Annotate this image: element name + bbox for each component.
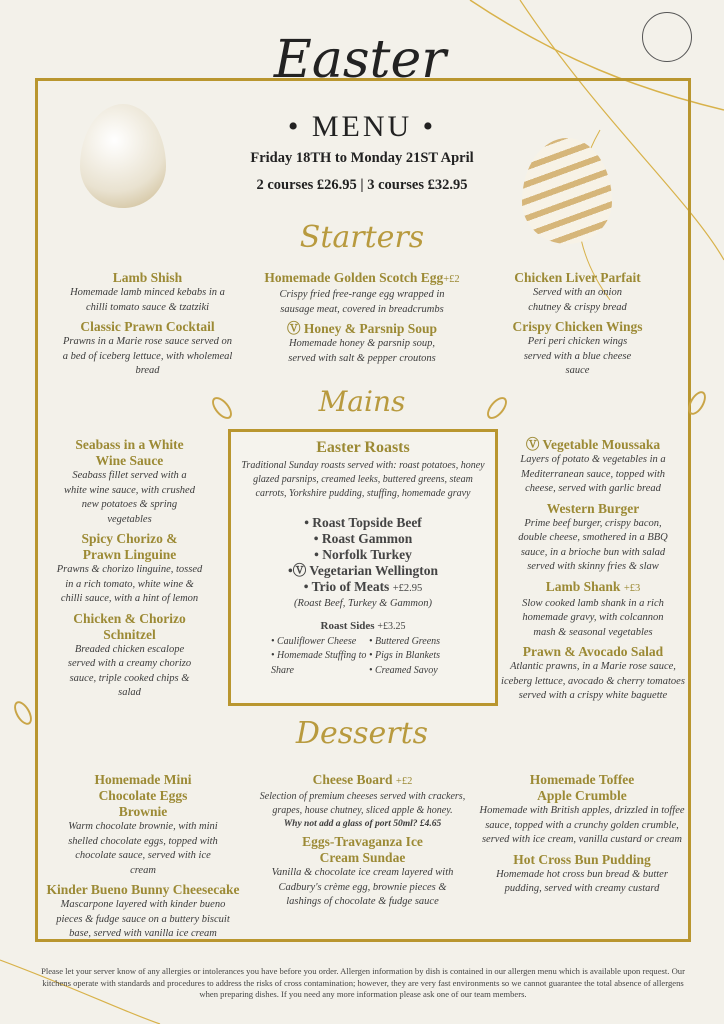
- item-price: +£2: [395, 776, 413, 787]
- item-name: Seabass in a White Wine Sauce: [75, 437, 184, 468]
- item-name: Hot Cross Bun Pudding: [513, 851, 651, 867]
- item-price: +£2.95: [392, 583, 423, 594]
- item-desc: Prime beef burger, crispy bacon, double cheese, smothered in a BBQ sauce, in a brioche bun with salad served with skinny fries & slaw: [518, 517, 668, 572]
- menu-item: [60, 270, 235, 315]
- item-name: Homemade Golden Scotch Egg: [264, 270, 444, 285]
- roast-item: • Norfolk Turkey: [314, 547, 412, 562]
- side-item: • Creamed Savoy: [369, 664, 438, 676]
- item-desc: Selection of premium cheeses served with crackers, grapes, house chutney, sliced apple & honey.: [259, 791, 466, 816]
- menu-subtitle: • MENU •: [287, 110, 437, 143]
- item-desc: Homemade hot cross bun bread & butter pudding, served with creamy custard: [496, 868, 668, 894]
- roast-item: • Trio of Meats: [303, 579, 390, 594]
- item-name: Crispy Chicken Wings: [512, 319, 643, 334]
- roast-sides-list: [231, 635, 495, 679]
- starters-right-column: [500, 270, 655, 383]
- item-name: Cheese Board: [312, 772, 393, 787]
- course-prices: 2 courses £26.95 | 3 courses £32.95: [256, 177, 468, 193]
- item-desc: Prawns & chorizo linguine, tossed in a rich tomato, white wine & chilli sauce, with a hint of lemon: [56, 564, 203, 604]
- port-note: Why not add a glass of port 50ml? £4.65: [283, 819, 442, 829]
- item-desc: Served with an onion chutney & crispy bread: [528, 287, 627, 313]
- side-item: • Buttered Greens: [369, 635, 441, 647]
- item-name: Kinder Bueno Bunny Cheesecake: [46, 882, 240, 897]
- section-mains: Mains: [318, 385, 406, 418]
- item-desc: Mascarpone layered with kinder bueno pieces & fudge sauce on a buttery biscuit base, served with vanilla ice cream: [56, 899, 230, 939]
- item-desc: Slow cooked lamb shank in a rich homemade gravy, with colcannon mash & seasonal vegetables: [522, 597, 664, 638]
- item-desc: Warm chocolate brownie, with mini shelled chocolate eggs, topped with chocolate sauce, served with ice cream: [68, 821, 218, 876]
- item-name: Homemade Toffee Apple Crumble: [529, 772, 635, 803]
- menu-item: [500, 319, 655, 379]
- easter-roasts-box: [228, 429, 498, 706]
- menu-item: [38, 882, 248, 942]
- roasts-desc: Traditional Sunday roasts served with: roast potatoes, honey glazed parsnips, creamed leeks, buttered greens, steam carrots, Yorkshire pudding, stuffing, homemade gravy: [241, 460, 485, 499]
- menu-title: Easter: [273, 30, 447, 90]
- menu-item: [62, 611, 197, 701]
- item-price: +£3: [623, 582, 641, 594]
- logo-icon: [642, 12, 692, 62]
- item-desc: Crispy fried free-range egg wrapped in sausage meat, covered in breadcrumbs: [279, 289, 445, 315]
- item-price: +£3.25: [377, 620, 406, 632]
- item-desc: Layers of potato & vegetables in a Mediterranean sauce, topped with cheese, served with garlic bread: [520, 454, 666, 494]
- menu-item: [503, 437, 683, 497]
- item-desc: Prawns in a Marie rose sauce served on a bed of iceberg lettuce, with wholemeal bread: [62, 336, 233, 376]
- item-name: Chicken & Chorizo Schnitzel: [73, 610, 186, 642]
- section-desserts: Desserts: [295, 716, 429, 751]
- item-name: Lamb Shish: [112, 270, 183, 285]
- item-name: Prawn & Avocado Salad: [522, 644, 664, 659]
- item-desc: Breaded chicken escalope served with a creamy chorizo sauce, triple cooked chips & salad: [67, 643, 192, 698]
- item-name: Lamb Shank: [545, 578, 621, 594]
- menu-item: [60, 319, 235, 379]
- roasts-list: [231, 515, 495, 612]
- item-name: Classic Prawn Cocktail: [80, 319, 215, 334]
- trio-note: (Roast Beef, Turkey & Gammon): [294, 598, 432, 609]
- menu-item: [500, 270, 655, 315]
- roast-item: • Roast Gammon: [313, 531, 413, 546]
- roast-item: •Ⓥ Vegetarian Wellington: [288, 563, 438, 578]
- allergen-notice: Please let your server know of any allergies or intolerances you have before you order. Allergen information by dish is contained in our allergen menu which is available upon request. Our kitchens operate with standards and procedures to address the risks of cross contamination; however, they are very fast environments so we cannot guarantee the total absence of allergens when preparing dishes. If you need any more information please ask one of our team members.: [41, 966, 685, 999]
- item-desc: Homemade honey & parsnip soup, served with salt & pepper croutons: [288, 338, 436, 364]
- menu-item: [250, 772, 475, 830]
- menu-item: [503, 579, 683, 641]
- mains-right-column: [503, 437, 683, 708]
- item-name: Eggs-Travaganza Ice Cream Sundae: [302, 834, 423, 865]
- item-name: Western Burger: [546, 500, 640, 516]
- desserts-right-column: [477, 772, 687, 901]
- desserts-center-column: [250, 772, 475, 914]
- item-name: Chicken Liver Parfait: [514, 270, 641, 285]
- menu-item: [248, 321, 476, 366]
- menu-item: [248, 270, 476, 317]
- item-desc: Homemade with British apples, drizzled in toffee sauce, topped with a crunchy golden crumble, served with ice cream, vanilla custard or cream: [479, 805, 685, 845]
- item-desc: Homemade lamb minced kebabs in a chilli tomato sauce & tzatziki: [70, 287, 225, 313]
- menu-item: [56, 531, 203, 607]
- item-name: Spicy Chorizo & Prawn Linguine: [81, 531, 178, 562]
- item-desc: Atlantic prawns, in a Marie rose sauce, iceberg lettuce, avocado & cherry tomatoes served with a crispy white baguette: [501, 661, 685, 701]
- item-name: Homemade Mini Chocolate Eggs Brownie: [94, 772, 192, 819]
- menu-item: [250, 834, 475, 910]
- item-price: +£2: [443, 274, 460, 285]
- item-desc: Seabass fillet served with a white wine sauce, with crushed new potatoes & spring vegetables: [64, 470, 195, 525]
- date-range: Friday 18TH to Monday 21ST April: [250, 150, 474, 166]
- mains-left-column: [56, 437, 203, 705]
- section-starters: Starters: [299, 220, 425, 255]
- menu-item: [477, 852, 687, 897]
- roast-sides-title: Roast Sides: [320, 619, 375, 632]
- menu-item: [38, 772, 248, 878]
- item-name: Ⓥ Vegetable Moussaka: [525, 437, 661, 452]
- starters-left-column: [60, 270, 235, 383]
- roasts-title: Easter Roasts: [316, 439, 410, 456]
- side-item: • Homemade Stuffing to Share: [271, 650, 367, 676]
- menu-item: [503, 501, 683, 575]
- item-desc: Peri peri chicken wings served with a blue cheese sauce: [523, 336, 632, 376]
- desserts-left-column: [38, 772, 248, 946]
- side-item: • Pigs in Blankets: [369, 650, 440, 661]
- menu-item: [477, 772, 687, 848]
- menu-item: [62, 437, 197, 527]
- item-name: Ⓥ Honey & Parsnip Soup: [286, 321, 438, 336]
- item-desc: Vanilla & chocolate ice cream layered with Cadbury's crème egg, brownie pieces & lashings of chocolate & fudge sauce: [271, 867, 454, 907]
- roast-item: • Roast Topside Beef: [304, 515, 422, 530]
- starters-center-column: [248, 270, 476, 370]
- side-item: • Cauliflower Cheese: [271, 635, 357, 647]
- menu-item: [503, 644, 683, 704]
